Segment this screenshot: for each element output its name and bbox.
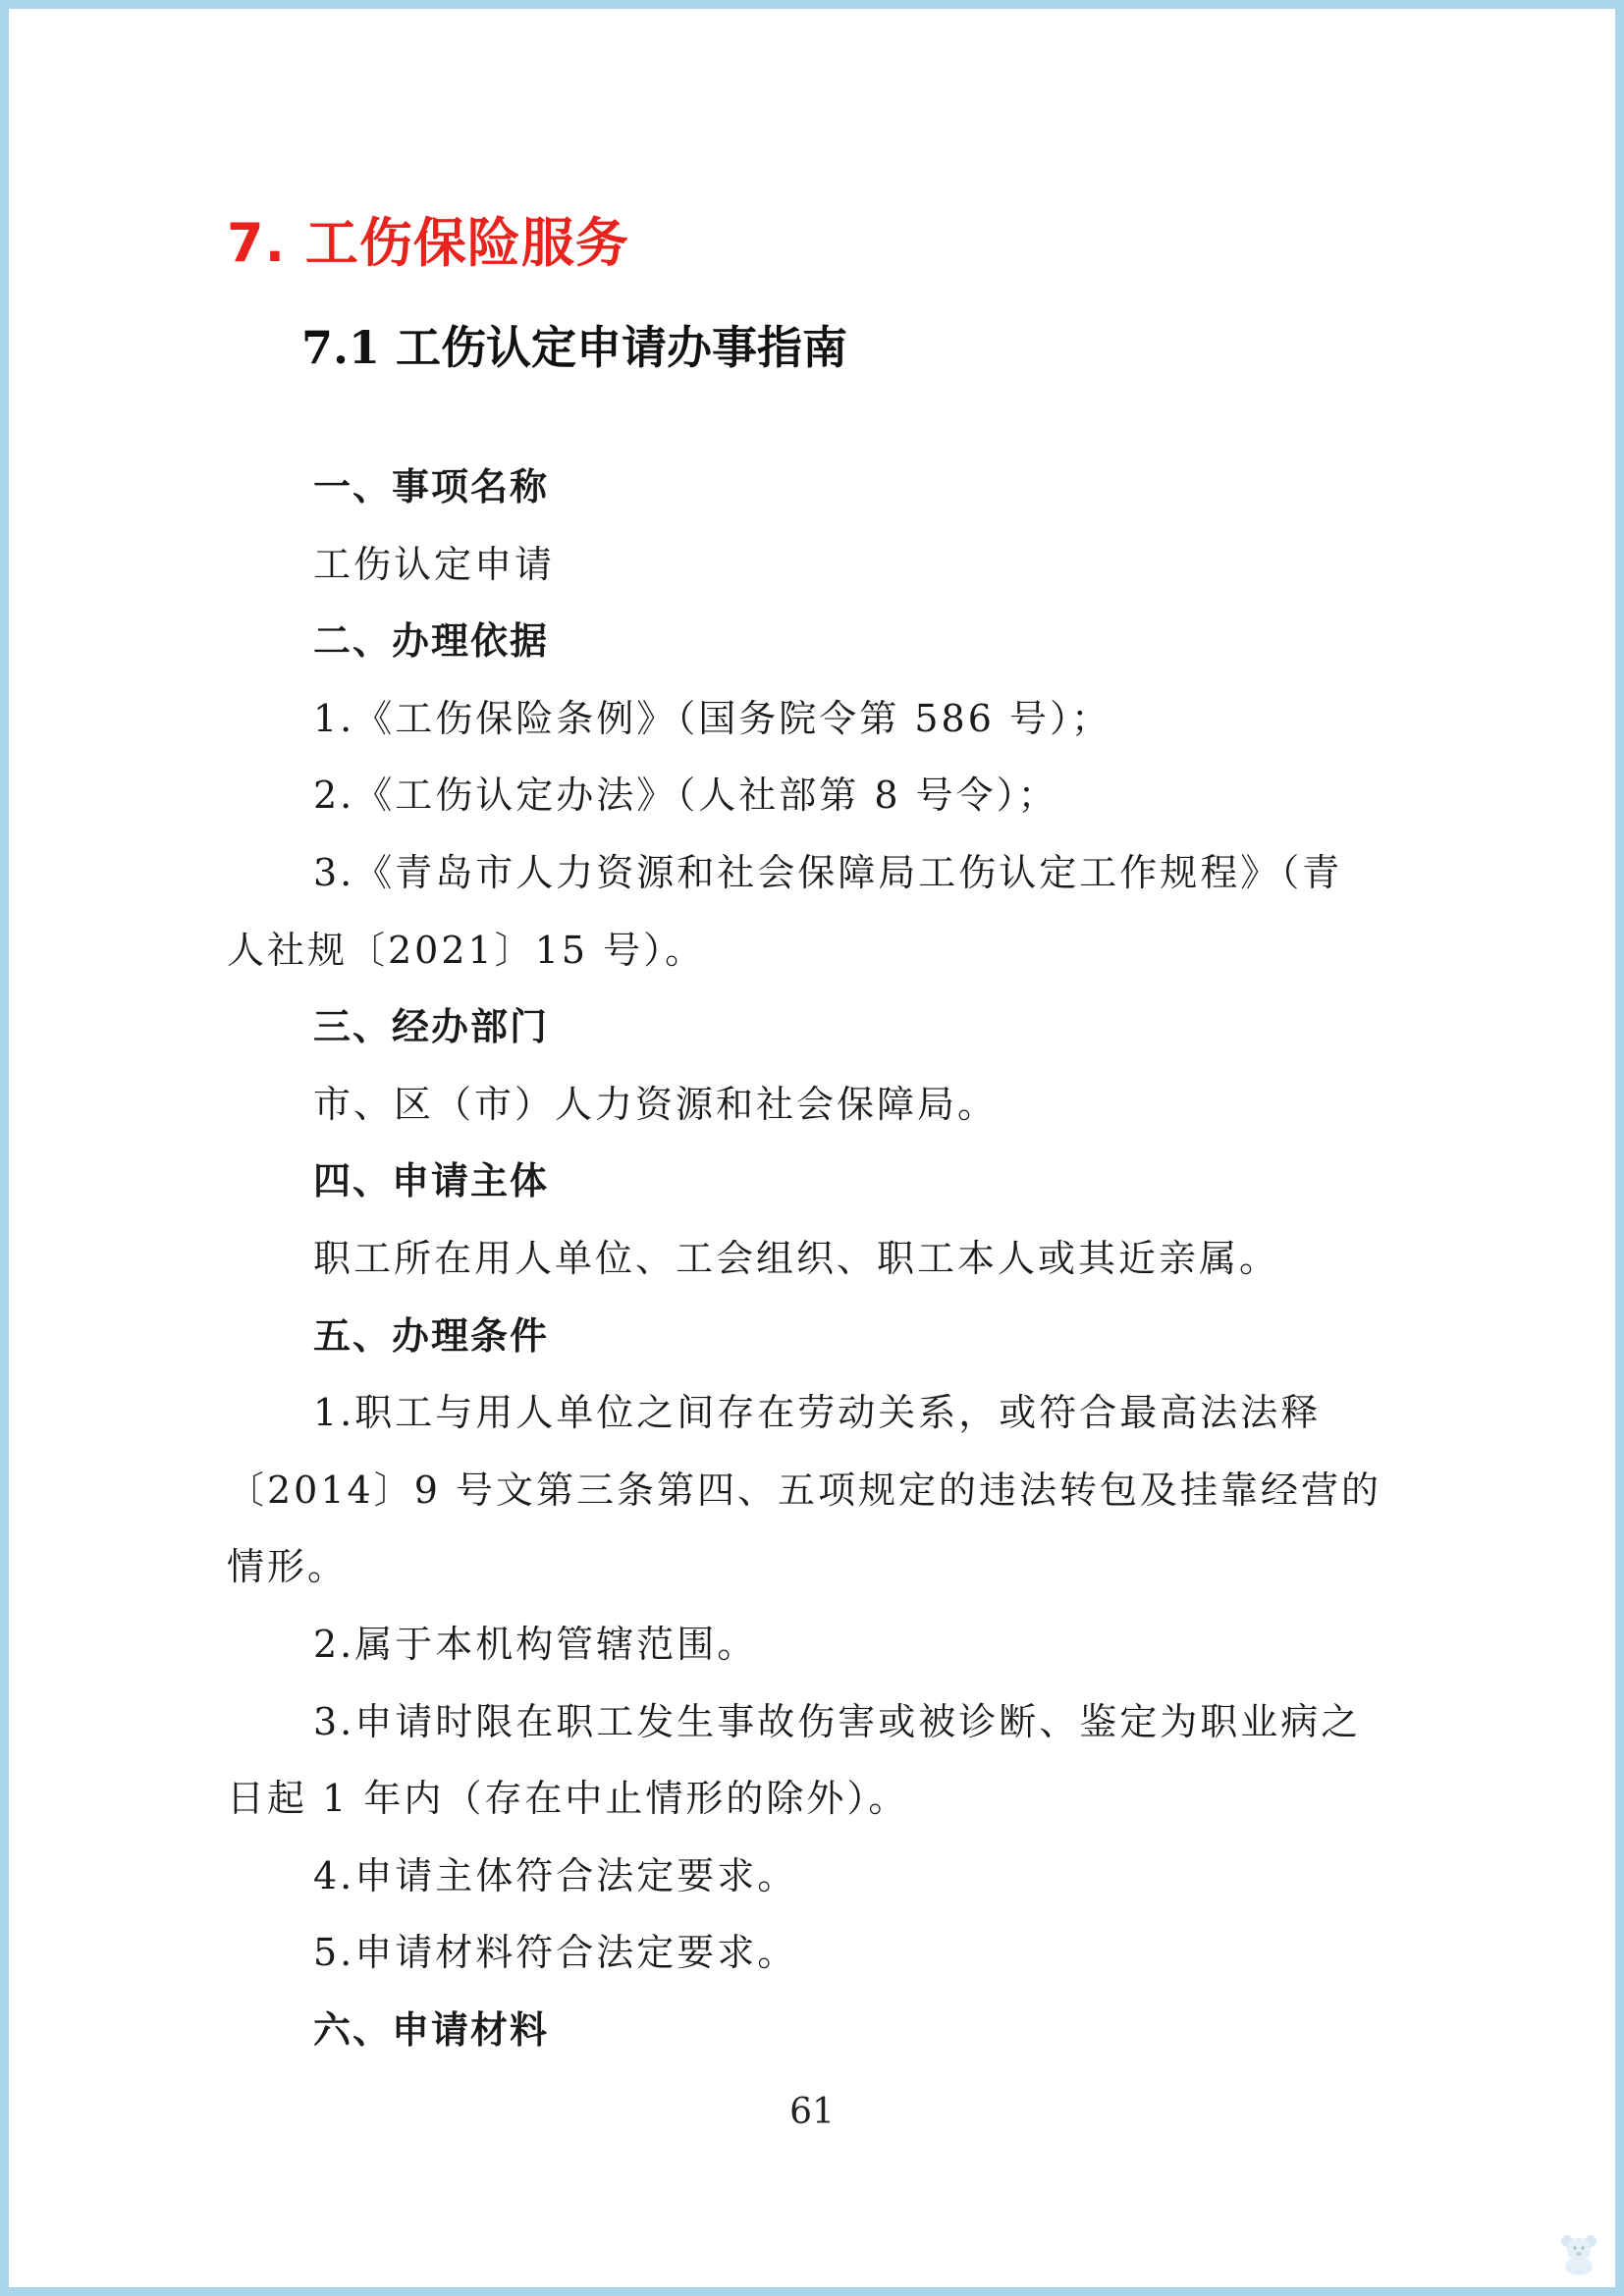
condition-1-line-3: 情形。 — [227, 1545, 349, 1589]
guide-body — [227, 449, 1435, 2068]
department-heading: 三、经办部门 — [313, 1005, 550, 1049]
applicant-text: 职工所在用人单位、工会组织、职工本人或其近亲属。 — [313, 1236, 1280, 1280]
page-content — [227, 201, 1435, 2068]
chapter-title: 7. 工伤保险服务 — [227, 212, 629, 274]
applicant-heading: 四、申请主体 — [313, 1159, 550, 1203]
basis-heading: 二、办理依据 — [313, 619, 550, 664]
conditions-heading: 五、办理条件 — [313, 1313, 550, 1358]
page-number: 61 — [789, 2092, 835, 2132]
department-text: 市、区（市）人力资源和社会保障局。 — [313, 1082, 999, 1126]
condition-1-line-2: 〔2014〕9 号文第三条第四、五项规定的违法转包及挂靠经营的 — [227, 1468, 1381, 1512]
basis-item-3-line-1: 3.《青岛市人力资源和社会保障局工伤认定工作规程》（青 — [313, 850, 1343, 894]
materials-heading: 六、申请材料 — [313, 2007, 550, 2052]
condition-1-line-1: 1.职工与用人单位之间存在劳动关系，或符合最高法法释 — [313, 1391, 1322, 1435]
condition-3-line-1: 3.申请时限在职工发生事故伤害或被诊断、鉴定为职业病之 — [313, 1699, 1362, 1743]
section-title: 7.1 工伤认定申请办事指南 — [301, 321, 848, 374]
condition-3-line-2: 日起 1 年内（存在中止情形的除外）。 — [227, 1777, 909, 1821]
condition-5: 5.申请材料符合法定要求。 — [313, 1931, 798, 1975]
basis-item-3-line-2: 人社规〔2021〕15 号）。 — [227, 928, 706, 972]
basis-item-2: 2.《工伤认定办法》（人社部第 8 号令）； — [313, 774, 1058, 818]
condition-4: 4.申请主体符合法定要求。 — [313, 1853, 798, 1897]
teddy-bear-icon — [1556, 2230, 1601, 2275]
condition-2: 2.属于本机构管辖范围。 — [313, 1622, 758, 1666]
item-name-heading: 一、事项名称 — [313, 465, 550, 508]
basis-item-1: 1.《工伤保险条例》（国务院令第 586 号）； — [313, 696, 1111, 740]
item-name-text: 工伤认定申请 — [313, 542, 556, 586]
